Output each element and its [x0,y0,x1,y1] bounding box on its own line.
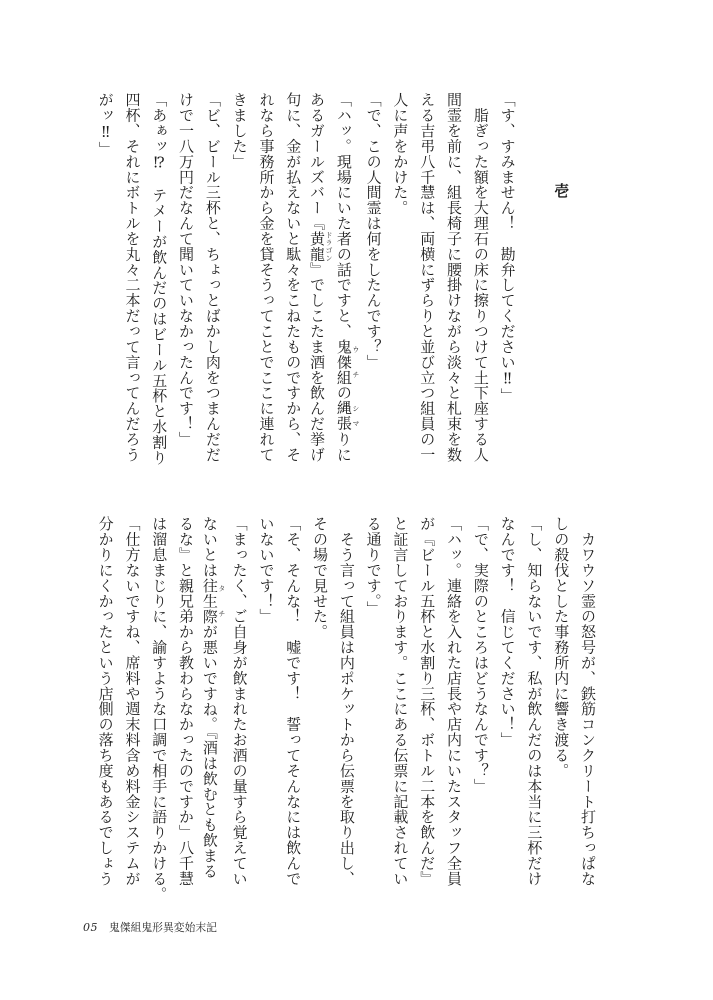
text-column: と証言しております。ここにある伝票に記載されてい [391,516,410,887]
text-column: がッ‼」 [96,92,115,157]
ruby-annotation: 往生際 タチ [200,577,226,624]
text-column: 句に、金が払えないと駄々をこねたものですから、そ [284,92,303,463]
chapter-title: 壱 [552,183,571,199]
text-column: その場で見せた。 [311,516,330,640]
text-column: なんです！ 信じてください！」 [498,516,517,748]
text-column: 間霊を前に、組長椅子に腰掛けながら淡々と札束を数 [445,92,464,463]
text-column: る通りです。」 [364,516,383,617]
text-column: いないです！」 [257,516,276,624]
text-column: るな』と親兄弟から教わらなかったのですか」八千慧 [177,516,196,887]
text-column: きました」 [230,92,249,170]
text-column: が『ビール五杯と水割り三杯、ボトル二本を飲んだ』 [418,516,437,887]
blank-column [521,92,548,464]
text-column: 「仕方ないですね、席料や週末料含め料金システムが [123,516,142,887]
ruby-annotation: 縄張 シマ [334,400,360,432]
text-column: けで一八万円だなんて聞いていなかったんです！」 [177,92,196,447]
running-title: 鬼傑組鬼形異変始末記 [109,921,217,934]
text-column: 四杯、それにボトルを丸々二本だって言ってんだろう [123,92,142,463]
text-column: 「あぁッ⁉ テメーが飲んだのはビール五杯と水割り [150,92,169,466]
text-column: 「す、すみません！ 勘弁してください‼」 [498,92,517,404]
text-column: れなら事務所から金を貸そうってことでここに連れて [257,92,276,463]
blank-column [574,92,601,464]
text-column: 「し、知らないです、私が飲んだのは本当に三杯だけ [525,516,544,887]
text-column: ないとは往生際 タチが悪いですね。『酒は飲むとも飲まる [200,516,226,879]
text-column: える吉弔八千慧は、両横にずらりと並び立つ組員の一 [418,92,437,463]
text-column: 「ビ、ビール三杯と、ちょっとばかし肉をつまんだだ [203,92,222,463]
text-column: 人に声をかけた。 [391,92,410,216]
ruby-annotation: 黄龍 ドラゴン [308,230,334,262]
text-column: 「で、この人間霊は何をしたんです？」 [364,92,383,370]
text-column: 「そ、そんな！ 嘘です！ 誓ってそんなには飲んで [284,516,303,887]
page-number: 05 [83,921,98,934]
text-column: 分かりにくかったという店側の落ち度もあるでしょう [96,516,115,887]
text-column: あるガールズバー『黄龍 ドラゴン』でしこたま酒を飲んだ挙げ [308,92,334,463]
text-block-lower [92,516,601,902]
text-column: 「で、実際のところはどうなんです？」 [471,516,490,794]
text-column: 「まったく、ご自身が飲まれたお酒の量すら覚えてい [230,516,249,887]
text-column: そう言って組員は内ポケットから伝票を取り出し、 [337,516,356,887]
text-column: 「ハッ。連絡を入れた店長や店内にいたスタッフ全員 [445,516,464,887]
text-column: カワウソ霊の怒号が、鉄筋コンクリート打ちっぱな [579,516,597,887]
page-footer [83,920,217,936]
text-column: しの殺伐とした事務所内に響き渡る。 [552,516,571,779]
ruby-annotation: 鬼傑組 ウチ [334,338,360,385]
text-block-upper [92,92,601,464]
text-column: 脂ぎった額を大理石の床に擦りつけて土下座する人 [471,92,490,463]
text-column: 「ハッ。現場にいた者の話ですと、鬼傑組 ウチの縄張 シマりに [334,92,360,463]
text-column: は溜息まじりに、諭すような口調で相手に語りかける。 [150,516,169,902]
